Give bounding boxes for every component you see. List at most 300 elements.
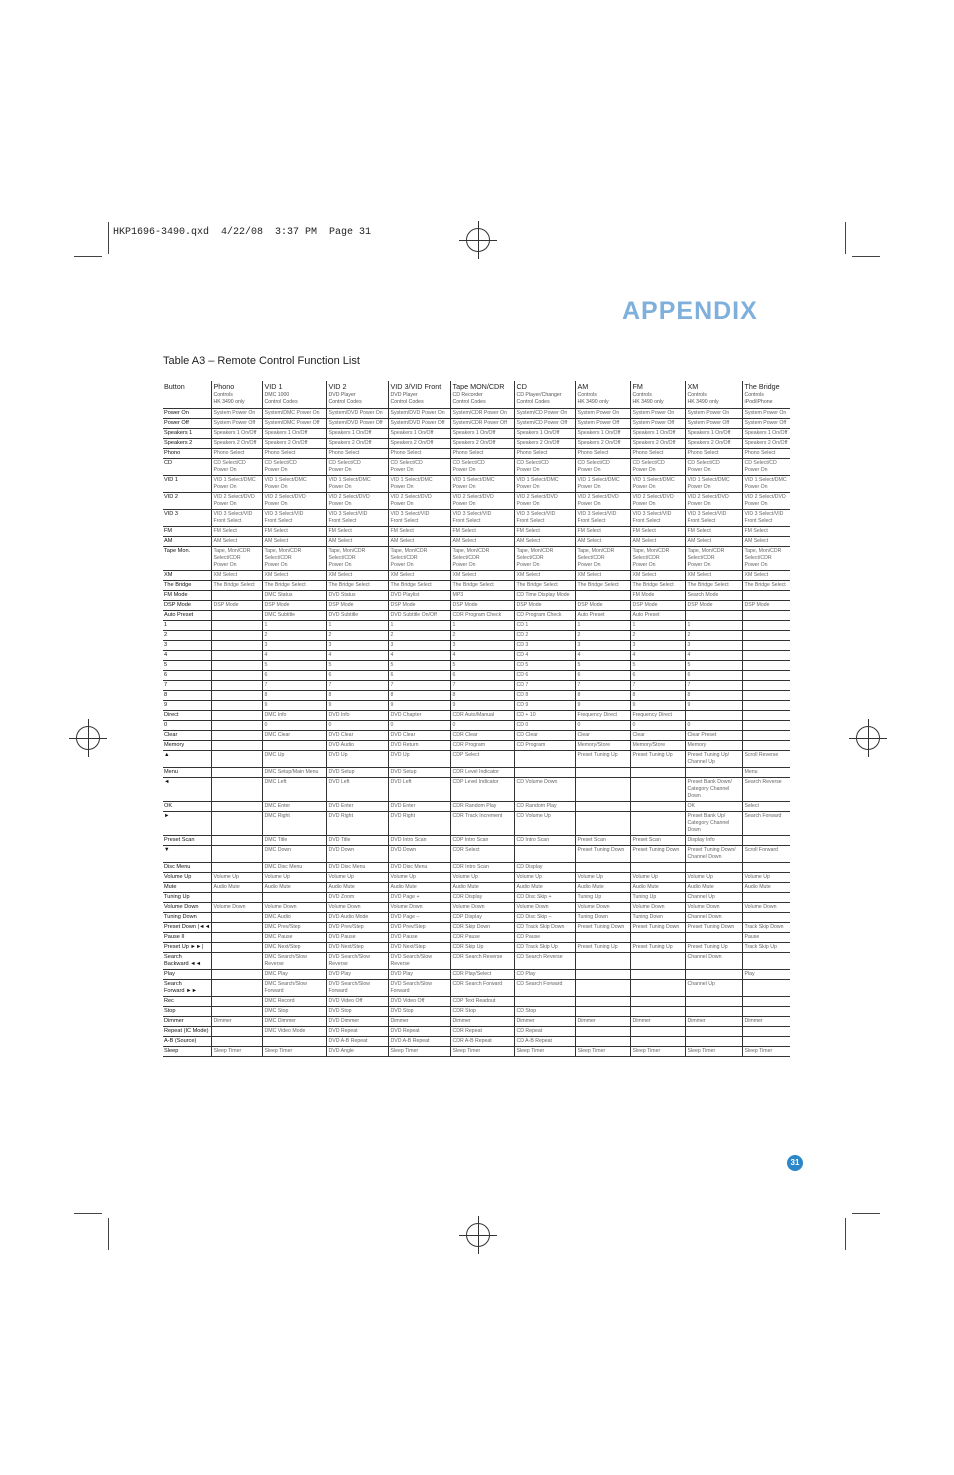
table-cell: DVD Angle <box>326 1047 388 1057</box>
row-label: Repeat (IC Mode) <box>163 1027 211 1037</box>
row-label: Volume Down <box>163 903 211 913</box>
table-cell <box>630 970 685 980</box>
table-cell: 0 <box>630 721 685 731</box>
row-label: Stop <box>163 1007 211 1017</box>
table-cell: DMC Setup/Main Menu <box>262 768 326 778</box>
table-cell <box>742 731 790 741</box>
table-cell <box>211 997 262 1007</box>
table-cell: DVD Status <box>326 591 388 601</box>
table-cell: 2 <box>450 631 514 641</box>
table-cell <box>262 741 326 751</box>
table-row <box>163 493 790 510</box>
table-cell: DVD Search/Slow Forward <box>326 980 388 997</box>
column-name: CD <box>516 382 527 391</box>
table-cell: 7 <box>388 681 450 691</box>
table-cell: Sleep Timer <box>388 1047 450 1057</box>
table-cell <box>211 721 262 731</box>
table-cell: CD Random Play <box>514 802 575 812</box>
table-cell: DVD Search/Slow Forward <box>388 980 450 997</box>
table-row <box>163 510 790 527</box>
crop-mark <box>845 222 846 254</box>
table-row <box>163 863 790 873</box>
table-cell: 2 <box>326 631 388 641</box>
table-cell <box>742 631 790 641</box>
table-row <box>163 681 790 691</box>
table-cell: Preset Tuning Up <box>630 943 685 953</box>
table-cell: System Power On <box>211 409 262 419</box>
table-cell <box>742 611 790 621</box>
table-cell: 7 <box>685 681 742 691</box>
table-cell: AM Select <box>630 537 685 547</box>
table-cell <box>630 778 685 802</box>
table-row <box>163 1017 790 1027</box>
table-cell <box>685 1007 742 1017</box>
table-cell: CD Intro Scan <box>514 836 575 846</box>
table-row <box>163 419 790 429</box>
table-cell: Tape, Mon/CDR Select/CDR Power On <box>685 547 742 571</box>
table-cell <box>211 846 262 863</box>
table-cell <box>742 661 790 671</box>
table-cell: CD Clear <box>514 731 575 741</box>
table-cell: DVD Pause <box>326 933 388 943</box>
table-cell: Volume Up <box>388 873 450 883</box>
table-cell: CDP Intro Scan <box>450 836 514 846</box>
table-cell: CDP Select <box>450 751 514 768</box>
row-label: 5 <box>163 661 211 671</box>
table-cell <box>211 671 262 681</box>
table-cell <box>211 980 262 997</box>
table-cell: Audio Mute <box>630 883 685 893</box>
table-cell: Dimmer <box>630 1017 685 1027</box>
table-cell: DVD Disc Menu <box>326 863 388 873</box>
table-cell: DSP Mode <box>450 601 514 611</box>
table-cell: Channel Up <box>685 980 742 997</box>
table-cell: 3 <box>262 641 326 651</box>
table-row <box>163 537 790 547</box>
table-cell <box>262 893 326 903</box>
table-cell <box>742 621 790 631</box>
table-cell: DSP Mode <box>211 601 262 611</box>
table-cell: Phono Select <box>685 449 742 459</box>
table-cell: 0 <box>326 721 388 731</box>
table-cell: 5 <box>326 661 388 671</box>
table-cell <box>685 768 742 778</box>
table-cell: Clear <box>575 731 630 741</box>
table-cell: AM Select <box>326 537 388 547</box>
table-cell <box>685 611 742 621</box>
table-cell: Pause <box>742 933 790 943</box>
table-cell: 0 <box>685 721 742 731</box>
table-cell: Dimmer <box>450 1017 514 1027</box>
table-cell: CDR Search Forward <box>450 980 514 997</box>
table-row <box>163 933 790 943</box>
table-cell: Volume Up <box>575 873 630 883</box>
table-row <box>163 641 790 651</box>
table-cell: DVD Down <box>326 846 388 863</box>
table-cell: FM Select <box>742 527 790 537</box>
table-cell: DMC Left <box>262 778 326 802</box>
table-cell <box>742 980 790 997</box>
table-cell: CD Volume Up <box>514 812 575 836</box>
table-cell <box>211 1037 262 1047</box>
table-cell: VID 3 Select/VID Front Select <box>575 510 630 527</box>
table-cell: Clear Preset <box>685 731 742 741</box>
table-cell <box>685 1027 742 1037</box>
row-label: Tape Mon. <box>163 547 211 571</box>
table-cell: Volume Down <box>326 903 388 913</box>
table-cell: System Power Off <box>575 419 630 429</box>
table-cell <box>575 778 630 802</box>
table-cell: DMC Audio <box>262 913 326 923</box>
table-cell: DMC Record <box>262 997 326 1007</box>
table-cell: DVD Dimmer <box>326 1017 388 1027</box>
table-cell <box>630 933 685 943</box>
table-cell: AM Select <box>450 537 514 547</box>
table-cell: DMC Up <box>262 751 326 768</box>
table-cell: Phono Select <box>514 449 575 459</box>
table-cell: Speakers 1 On/Off <box>742 429 790 439</box>
table-cell: DVD Stop <box>388 1007 450 1017</box>
table-cell: 3 <box>685 641 742 651</box>
table-cell: DVD Audio <box>326 741 388 751</box>
table-cell: Audio Mute <box>326 883 388 893</box>
table-cell: Phono Select <box>450 449 514 459</box>
table-cell: Scroll Forward <box>742 846 790 863</box>
table-cell: XM Select <box>575 571 630 581</box>
table-cell: Speakers 2 On/Off <box>450 439 514 449</box>
table-cell: 0 <box>575 721 630 731</box>
table-row <box>163 883 790 893</box>
table-cell: The Bridge Select <box>450 581 514 591</box>
table-cell: 7 <box>326 681 388 691</box>
table-cell: CDR Select <box>450 846 514 863</box>
table-cell <box>630 997 685 1007</box>
table-cell: CD Select/CD Power On <box>326 459 388 476</box>
table-cell: Phono Select <box>630 449 685 459</box>
table-cell: Dimmer <box>388 1017 450 1027</box>
table-cell: System/DMC Power On <box>262 409 326 419</box>
table-cell: 5 <box>630 661 685 671</box>
table-cell: AM Select <box>575 537 630 547</box>
table-cell <box>211 591 262 601</box>
table-cell <box>211 751 262 768</box>
table-cell: 3 <box>575 641 630 651</box>
table-cell: CDP Level Indicator <box>450 778 514 802</box>
table-cell: XM Select <box>262 571 326 581</box>
table-cell: OK <box>685 802 742 812</box>
table-cell: VID 3 Select/VID Front Select <box>326 510 388 527</box>
row-label: Mute <box>163 883 211 893</box>
table-cell: Phono Select <box>326 449 388 459</box>
table-cell: DMC Search/Slow Reverse <box>262 953 326 970</box>
table-cell <box>211 611 262 621</box>
table-cell: DVD A-B Repeat <box>326 1037 388 1047</box>
table-cell: The Bridge Select <box>630 581 685 591</box>
table-cell <box>742 591 790 601</box>
table-cell: Sleep Timer <box>514 1047 575 1057</box>
table-cell: Volume Down <box>742 903 790 913</box>
table-cell: Sleep Timer <box>630 1047 685 1057</box>
table-cell: System/CD Power On <box>514 409 575 419</box>
table-cell: Sleep Timer <box>450 1047 514 1057</box>
table-row <box>163 812 790 836</box>
row-label: 7 <box>163 681 211 691</box>
table-cell <box>575 997 630 1007</box>
table-cell: System Power On <box>742 409 790 419</box>
table-cell: DVD Left <box>388 778 450 802</box>
table-cell: 4 <box>685 651 742 661</box>
table-cell: CD Pause <box>514 933 575 943</box>
table-row <box>163 721 790 731</box>
table-cell <box>211 863 262 873</box>
table-row <box>163 571 790 581</box>
table-cell: AM Select <box>514 537 575 547</box>
table-row <box>163 439 790 449</box>
table-cell: CD 2 <box>514 631 575 641</box>
table-cell: FM Select <box>575 527 630 537</box>
table-cell: VID 2 Select/DVD Power On <box>326 493 388 510</box>
table-cell: System/DVD Power Off <box>388 419 450 429</box>
row-label: Direct <box>163 711 211 721</box>
row-label: 9 <box>163 701 211 711</box>
column-subtitle: DVD Player Control Codes <box>328 392 362 405</box>
table-cell: Tape, Mon/CDR Select/CDR Power On <box>262 547 326 571</box>
table-cell: 9 <box>685 701 742 711</box>
table-cell <box>685 863 742 873</box>
table-cell: DMC Info <box>262 711 326 721</box>
table-row <box>163 970 790 980</box>
table-cell: The Bridge Select <box>685 581 742 591</box>
table-row <box>163 621 790 631</box>
table-cell: 1 <box>575 621 630 631</box>
table-cell: Speakers 1 On/Off <box>514 429 575 439</box>
table-cell <box>742 681 790 691</box>
section-title: APPENDIX <box>622 297 758 325</box>
table-cell: DVD Video Off <box>326 997 388 1007</box>
table-cell: CDR Repeat <box>450 1027 514 1037</box>
table-cell: CD Stop <box>514 1007 575 1017</box>
table-cell: DVD Playlist <box>388 591 450 601</box>
table-cell: VID 1 Select/DMC Power On <box>630 476 685 493</box>
table-row <box>163 802 790 812</box>
table-cell: System/DVD Power Off <box>326 419 388 429</box>
table-cell: CDR Program Check <box>450 611 514 621</box>
table-cell: CD Display <box>514 863 575 873</box>
column-header <box>262 381 326 409</box>
column-subtitle: DVD Player Control Codes <box>390 392 424 405</box>
table-cell <box>742 641 790 651</box>
table-cell: DVD Disc Menu <box>388 863 450 873</box>
row-label: Play <box>163 970 211 980</box>
table-cell: Speakers 1 On/Off <box>630 429 685 439</box>
table-cell: DMC Prev/Step <box>262 923 326 933</box>
table-cell <box>211 943 262 953</box>
table-cell: CD Select/CD Power On <box>685 459 742 476</box>
table-cell: FM Select <box>326 527 388 537</box>
row-label: Memory <box>163 741 211 751</box>
table-cell: DVD Up <box>388 751 450 768</box>
table-cell: DMC Next/Step <box>262 943 326 953</box>
table-row <box>163 651 790 661</box>
table-cell: DVD Page – <box>388 913 450 923</box>
row-label: Tuning Up <box>163 893 211 903</box>
table-cell: Audio Mute <box>514 883 575 893</box>
table-cell: Preset Tuning Down <box>630 846 685 863</box>
table-cell: Speakers 2 On/Off <box>685 439 742 449</box>
table-cell: Tuning Down <box>575 913 630 923</box>
table-cell: VID 3 Select/VID Front Select <box>211 510 262 527</box>
table-cell: VID 1 Select/DMC Power On <box>514 476 575 493</box>
table-cell <box>514 997 575 1007</box>
table-cell <box>575 1037 630 1047</box>
table-cell <box>630 1037 685 1047</box>
table-cell <box>575 768 630 778</box>
table-cell: CDR Clear <box>450 731 514 741</box>
table-cell: VID 1 Select/DMC Power On <box>262 476 326 493</box>
table-cell <box>630 768 685 778</box>
table-cell: DVD Intro Scan <box>388 836 450 846</box>
registration-mark <box>466 1223 490 1247</box>
table-cell: CDR Stop <box>450 1007 514 1017</box>
table-cell: CD Select/CD Power On <box>514 459 575 476</box>
table-row <box>163 913 790 923</box>
table-cell: Speakers 1 On/Off <box>575 429 630 439</box>
table-cell: 5 <box>575 661 630 671</box>
table-cell: CDP Text Readout <box>450 997 514 1007</box>
table-cell <box>211 641 262 651</box>
table-cell: AM Select <box>388 537 450 547</box>
table-cell: XM Select <box>630 571 685 581</box>
row-label: Search Forward ►► <box>163 980 211 997</box>
table-cell <box>742 711 790 721</box>
table-cell: Preset Tuning Up <box>630 751 685 768</box>
table-cell <box>211 731 262 741</box>
table-cell: Speakers 2 On/Off <box>742 439 790 449</box>
table-cell: Volume Up <box>514 873 575 883</box>
table-cell: Volume Down <box>388 903 450 913</box>
table-cell: Speakers 1 On/Off <box>450 429 514 439</box>
table-cell: CD + 10 <box>514 711 575 721</box>
table-cell: DVD Right <box>326 812 388 836</box>
table-cell: 3 <box>388 641 450 651</box>
table-cell: DVD Repeat <box>388 1027 450 1037</box>
table-cell: CD Program <box>514 741 575 751</box>
table-cell: Volume Down <box>630 903 685 913</box>
table-cell: DMC Clear <box>262 731 326 741</box>
table-cell: Phono Select <box>262 449 326 459</box>
table-cell: Channel Down <box>685 913 742 923</box>
table-cell: 8 <box>575 691 630 701</box>
table-cell: Phono Select <box>575 449 630 459</box>
table-row <box>163 591 790 601</box>
table-cell: Speakers 1 On/Off <box>211 429 262 439</box>
table-cell: DVD Clear <box>388 731 450 741</box>
table-cell: 0 <box>388 721 450 731</box>
remote-function-table <box>163 381 790 1057</box>
table-cell: DSP Mode <box>262 601 326 611</box>
table-cell <box>211 1027 262 1037</box>
table-cell: VID 2 Select/DVD Power On <box>262 493 326 510</box>
table-row <box>163 527 790 537</box>
table-cell: DMC Dimmer <box>262 1017 326 1027</box>
table-cell: Search Forward <box>742 812 790 836</box>
column-header <box>630 381 685 409</box>
table-cell: DVD Next/Step <box>326 943 388 953</box>
table-cell: Dimmer <box>685 1017 742 1027</box>
row-label: DSP Mode <box>163 601 211 611</box>
table-cell: CD Select/CD Power On <box>388 459 450 476</box>
table-cell: CD 8 <box>514 691 575 701</box>
row-label: 1 <box>163 621 211 631</box>
table-cell: Preset Tuning Up <box>575 943 630 953</box>
table-cell: Preset Scan <box>575 836 630 846</box>
table-cell: FM Mode <box>630 591 685 601</box>
table-cell: DVD Pause <box>388 933 450 943</box>
table-cell: CD Select/CD Power On <box>575 459 630 476</box>
table-cell: Tuning Up <box>575 893 630 903</box>
registration-mark <box>466 228 490 252</box>
table-cell <box>630 812 685 836</box>
table-cell: VID 1 Select/DMC Power On <box>742 476 790 493</box>
column-header <box>211 381 262 409</box>
table-cell: CD Select/CD Power On <box>262 459 326 476</box>
crop-mark <box>852 1213 880 1214</box>
table-cell: CD 1 <box>514 621 575 631</box>
table-cell: Tape, Mon/CDR Select/CDR Power On <box>630 547 685 571</box>
table-cell <box>211 768 262 778</box>
table-cell: 6 <box>630 671 685 681</box>
table-cell: VID 3 Select/VID Front Select <box>450 510 514 527</box>
row-label: CD <box>163 459 211 476</box>
table-cell: FM Select <box>388 527 450 537</box>
table-cell: VID 1 Select/DMC Power On <box>450 476 514 493</box>
table-cell: DVD Play <box>326 970 388 980</box>
table-cell: Audio Mute <box>211 883 262 893</box>
table-cell: CDR Search Reverse <box>450 953 514 970</box>
table-row <box>163 731 790 741</box>
table-cell: The Bridge Select <box>262 581 326 591</box>
table-cell: CDR A-B Repeat <box>450 1037 514 1047</box>
table-cell: DMC Subtitle <box>262 611 326 621</box>
table-cell: Tuning Down <box>630 913 685 923</box>
column-subtitle: CD Player/Changer Control Codes <box>516 392 562 405</box>
table-cell: FM Select <box>685 527 742 537</box>
row-label: 3 <box>163 641 211 651</box>
table-cell <box>575 1027 630 1037</box>
table-row <box>163 980 790 997</box>
table-cell: CD A-B Repeat <box>514 1037 575 1047</box>
table-cell: 7 <box>575 681 630 691</box>
table-cell <box>742 893 790 903</box>
table-cell: 8 <box>450 691 514 701</box>
table-cell: Volume Up <box>262 873 326 883</box>
crop-mark <box>74 256 102 257</box>
row-label: Preset Down |◄◄ <box>163 923 211 933</box>
table-cell <box>211 970 262 980</box>
table-cell: FM Select <box>514 527 575 537</box>
table-cell: Volume Up <box>450 873 514 883</box>
table-cell: 4 <box>326 651 388 661</box>
table-cell: Audio Mute <box>685 883 742 893</box>
table-cell: Preset Tuning Up <box>685 943 742 953</box>
table-cell: 4 <box>630 651 685 661</box>
table-cell: 6 <box>262 671 326 681</box>
table-cell: Preset Tuning Down <box>630 923 685 933</box>
row-label: Speakers 2 <box>163 439 211 449</box>
table-cell: CDR Auto/Manual <box>450 711 514 721</box>
column-name: VID 3/VID Front <box>390 382 442 391</box>
table-cell: CD Track Skip Down <box>514 923 575 933</box>
